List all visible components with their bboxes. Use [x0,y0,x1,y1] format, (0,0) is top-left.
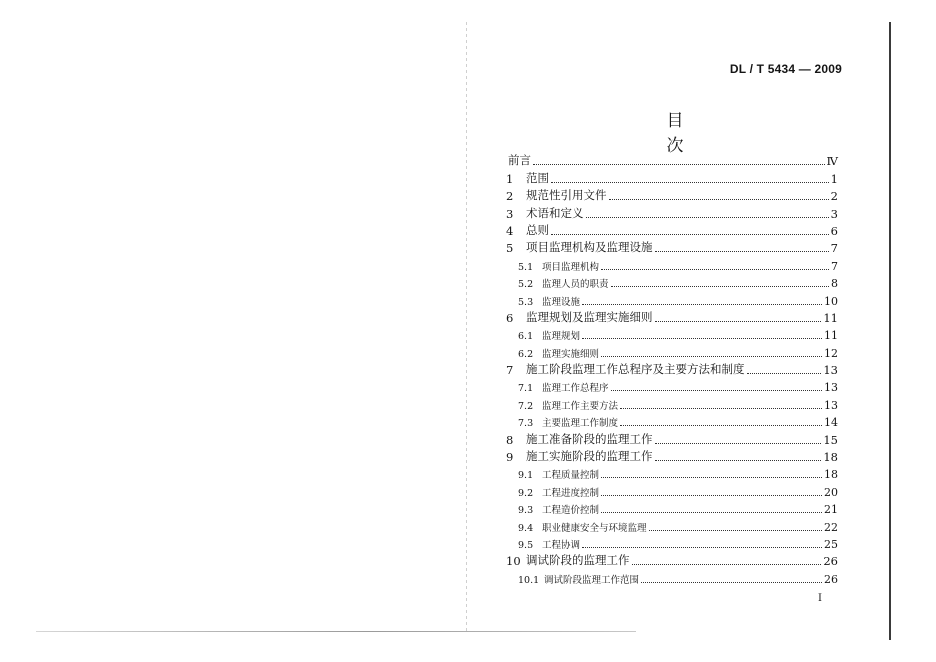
toc-entry-label: 工程协调 [542,539,581,551]
toc-entry-number: 6 [506,310,514,325]
toc-entry-page: 3 [830,206,838,221]
toc-entry-number: 10 [506,554,521,569]
toc-dot-leader [611,390,822,391]
toc-entry-number: 4 [506,223,514,238]
toc-subentry[interactable] [506,464,838,481]
toc-entry-number: 9.1 [518,470,534,482]
toc-entry-number: 8 [506,432,514,447]
toc-subentry[interactable] [506,394,838,411]
toc-dot-leader [655,443,822,444]
toc-entry-number: 3 [506,206,514,221]
toc-dot-leader [747,373,822,374]
toc-entry-number: 5.3 [518,296,534,308]
toc-entry-page: 6 [830,223,838,238]
toc-entry-label: 监理规划及监理实施细则 [526,309,653,324]
toc-entry-number: 1 [506,171,514,186]
toc-entry-label: 术语和定义 [526,205,584,220]
toc-entry[interactable] [506,168,838,185]
toc-entry-page: 26 [823,554,838,569]
toc-entry-label: 前言 [508,153,531,168]
toc-entry-number: 7.3 [518,418,534,430]
toc-entry-number: 6.1 [518,331,534,343]
toc-entry[interactable] [506,447,838,464]
toc-entry-number: 7.1 [518,383,534,395]
toc-entry-label: 监理工作主要方法 [542,400,619,412]
toc-entry[interactable] [506,238,838,255]
toc-entry-number: 6.2 [518,348,534,360]
toc-entry-number: 5.1 [518,261,534,273]
toc-entry-label: 规范性引用文件 [526,188,607,203]
toc-entry-page: 22 [824,520,838,534]
toc-entry-label: 施工阶段监理工作总程序及主要方法和制度 [526,362,745,377]
toc-dot-leader [601,269,829,270]
toc-entry-page: 11 [823,310,838,325]
toc-entry-page: 11 [824,329,838,343]
toc-entry-number: 9.2 [518,487,534,499]
toc-dot-leader [533,164,825,165]
toc-subentry[interactable] [506,516,838,533]
toc-entry[interactable] [506,151,838,168]
toc-subentry[interactable] [506,342,838,359]
page-fold-line [466,22,467,634]
toc-entry-page: 13 [824,398,838,412]
toc-subentry[interactable] [506,290,838,307]
toc-entry-label: 监理工作总程序 [542,383,609,395]
toc-subentry[interactable] [506,255,838,272]
toc-entry-number: 9 [506,450,514,465]
toc-dot-leader [649,530,822,531]
toc-subentry[interactable] [506,325,838,342]
toc-subentry[interactable] [506,568,838,585]
toc-entry-label: 监理设施 [542,296,581,308]
toc-entry-page: 13 [824,381,838,395]
toc-entry-page: 7 [831,259,838,273]
toc-entry-label: 调试阶段的监理工作 [526,553,630,568]
toc-entry-number: 9.3 [518,505,534,517]
toc-entry-number: 9.5 [518,539,534,551]
toc-dot-leader [601,512,822,513]
toc-entry-label: 施工准备阶段的监理工作 [526,431,653,446]
toc-entry-number: 7 [506,363,514,378]
toc-entry-page: 2 [830,189,838,204]
toc-entry-number: 9.4 [518,522,534,534]
toc-entry-number: 7.2 [518,400,534,412]
toc-dot-leader [582,547,822,548]
toc-dot-leader [641,582,822,583]
toc-dot-leader [582,338,822,339]
toc-entry-label: 项目监理机构 [542,261,600,273]
toc-dot-leader [601,477,822,478]
toc-subentry[interactable] [506,273,838,290]
toc-entry-page: 10 [824,294,838,308]
toc-entry-page: 26 [824,572,838,586]
toc-entry[interactable] [506,221,838,238]
page-bottom-edge [36,631,636,632]
toc-entry-page: 1 [830,171,838,186]
toc-entry-page: 13 [823,363,838,378]
toc-entry-page: Ⅳ [826,154,838,169]
toc-entry-page: 18 [823,450,838,465]
toc-entry-label: 施工实施阶段的监理工作 [526,449,653,464]
toc-entry-label: 范围 [526,170,549,185]
page-title: 目次 [666,111,710,156]
toc-entry-page: 21 [824,503,838,517]
toc-entry-label: 工程进度控制 [542,487,600,499]
toc-dot-leader [632,564,822,565]
toc-dot-leader [655,321,822,322]
toc-entry[interactable] [506,203,838,220]
toc-dot-leader [609,199,829,200]
toc-entry-label: 监理规划 [542,331,581,343]
toc-dot-leader [655,251,829,252]
table-of-contents [506,151,838,586]
toc-entry-label: 监理实施细则 [542,348,600,360]
toc-subentry[interactable] [506,412,838,429]
toc-entry-page: 8 [831,277,838,291]
toc-dot-leader [551,234,829,235]
toc-dot-leader [601,495,822,496]
toc-entry[interactable] [506,186,838,203]
toc-entry-label: 工程造价控制 [542,505,600,517]
toc-entry[interactable] [506,429,838,446]
toc-subentry[interactable] [506,481,838,498]
toc-subentry[interactable] [506,534,838,551]
toc-entry-label: 主要监理工作制度 [542,418,619,430]
toc-dot-leader [582,304,822,305]
toc-entry-label: 调试阶段监理工作范围 [544,574,640,586]
toc-entry-label: 职业健康安全与环境监理 [542,522,647,534]
toc-entry-label: 总则 [526,222,549,237]
toc-dot-leader [620,408,822,409]
toc-entry[interactable] [506,360,838,377]
standard-code-header: DL / T 5434 — 2009 [729,62,842,76]
toc-dot-leader [655,460,822,461]
toc-entry-page: 20 [824,485,838,499]
toc-entry-page: 15 [823,432,838,447]
toc-entry-page: 14 [824,416,838,430]
toc-entry-number: 10.1 [518,574,540,586]
toc-entry-number: 5 [506,241,514,256]
toc-entry[interactable] [506,308,838,325]
toc-entry-page: 7 [830,241,838,256]
toc-dot-leader [551,182,829,183]
toc-entry-number: 5.2 [518,279,534,291]
toc-subentry[interactable] [506,377,838,394]
toc-entry-label: 监理人员的职责 [542,279,609,291]
toc-dot-leader [586,217,829,218]
toc-entry-page: 25 [824,537,838,551]
toc-entry-number: 2 [506,189,514,204]
toc-entry-page: 12 [824,346,838,360]
toc-dot-leader [620,425,822,426]
page-number: I [818,593,822,604]
toc-dot-leader [611,286,829,287]
toc-entry-label: 项目监理机构及监理设施 [526,240,653,255]
toc-entry-label: 工程质量控制 [542,470,600,482]
toc-entry-page: 18 [824,468,838,482]
toc-subentry[interactable] [506,499,838,516]
page-right-edge [889,22,891,640]
toc-entry[interactable] [506,551,838,568]
toc-dot-leader [601,356,822,357]
